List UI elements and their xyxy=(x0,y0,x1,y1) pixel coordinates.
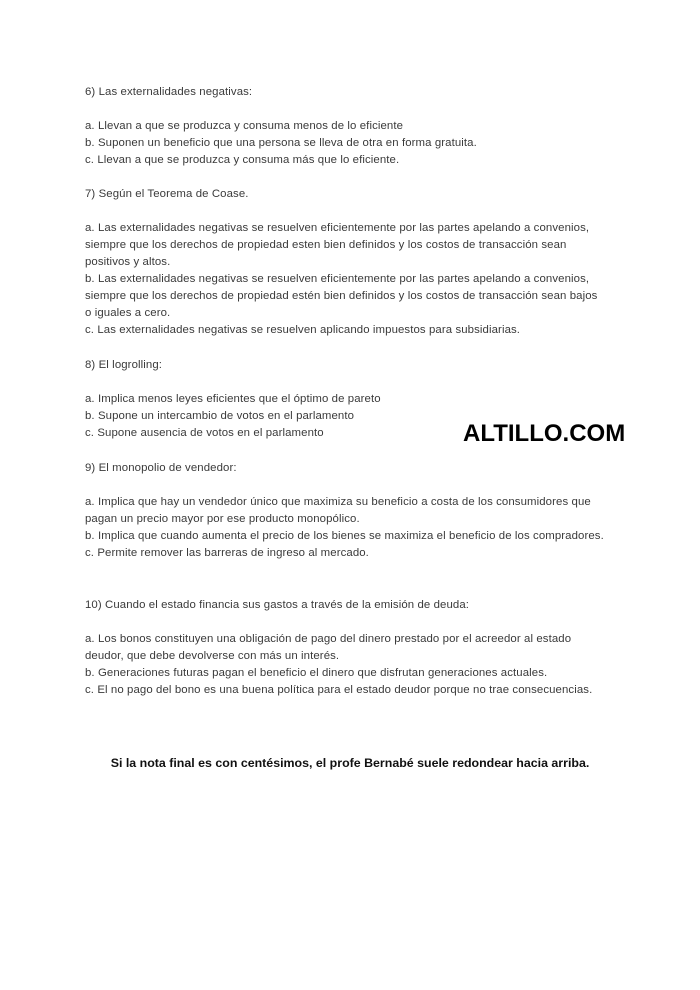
altillo-watermark: ALTILLO.COM xyxy=(463,420,626,447)
question-9 xyxy=(85,460,605,562)
question-title: 9) El monopolio de vendedor: xyxy=(85,462,237,474)
option-c: c. El no pago del bono es una buena política para el estado deudor porque no trae consecuencias. xyxy=(85,684,593,696)
option-b: b. Suponen un beneficio que una persona se lleva de otra en forma gratuita. xyxy=(85,137,477,149)
option-b: b. Supone un intercambio de votos en el parlamento xyxy=(85,410,355,422)
option-c: c. Permite remover las barreras de ingreso al mercado. xyxy=(85,547,369,559)
option-a: a. Llevan a que se produzca y consuma menos de lo eficiente xyxy=(85,120,404,132)
option-a: a. Implica menos leyes eficientes que el óptimo de pareto xyxy=(85,393,381,405)
option-b: b. Implica que cuando aumenta el precio de los bienes se maximiza el beneficio de los compradores. xyxy=(85,530,604,542)
question-6 xyxy=(85,84,605,169)
option-b: b. Las externalidades negativas se resuelven eficientemente por las partes apelando a convenios, siempre que los derechos de propiedad estén bien definidos y los costos de transacción sean bajos o iguales a cero. xyxy=(85,273,598,319)
question-10 xyxy=(85,597,605,699)
option-a: a. Las externalidades negativas se resuelven eficientemente por las partes apelando a convenios, siempre que los derechos de propiedad esten bien definidos y los costos de transacción sean positivos y altos. xyxy=(85,222,590,268)
option-a: a. Implica que hay un vendedor único que maximiza su beneficio a costa de los consumidores que pagan un precio mayor por ese producto monopólico. xyxy=(85,496,591,525)
option-b: b. Generaciones futuras pagan el beneficio el dinero que disfrutan generaciones actuales. xyxy=(85,667,548,679)
question-title: 7) Según el Teorema de Coase. xyxy=(85,188,249,200)
question-title: 6) Las externalidades negativas: xyxy=(85,86,253,98)
option-c: c. Las externalidades negativas se resuelven aplicando impuestos para subsidiarias. xyxy=(85,324,521,336)
option-c: c. Supone ausencia de votos en el parlamento xyxy=(85,427,324,439)
option-c: c. Llevan a que se produzca y consuma más que lo eficiente. xyxy=(85,154,400,166)
footer-note: Si la nota final es con centésimos, el profe Bernabé suele redondear hacia arriba. xyxy=(110,756,590,770)
question-title: 10) Cuando el estado financia sus gastos a través de la emisión de deuda: xyxy=(85,599,470,611)
option-a: a. Los bonos constituyen una obligación de pago del dinero prestado por el acreedor al estado deudor, que debe devolverse con más un interés. xyxy=(85,633,572,662)
question-title: 8) El logrolling: xyxy=(85,359,163,371)
question-7 xyxy=(85,186,605,339)
